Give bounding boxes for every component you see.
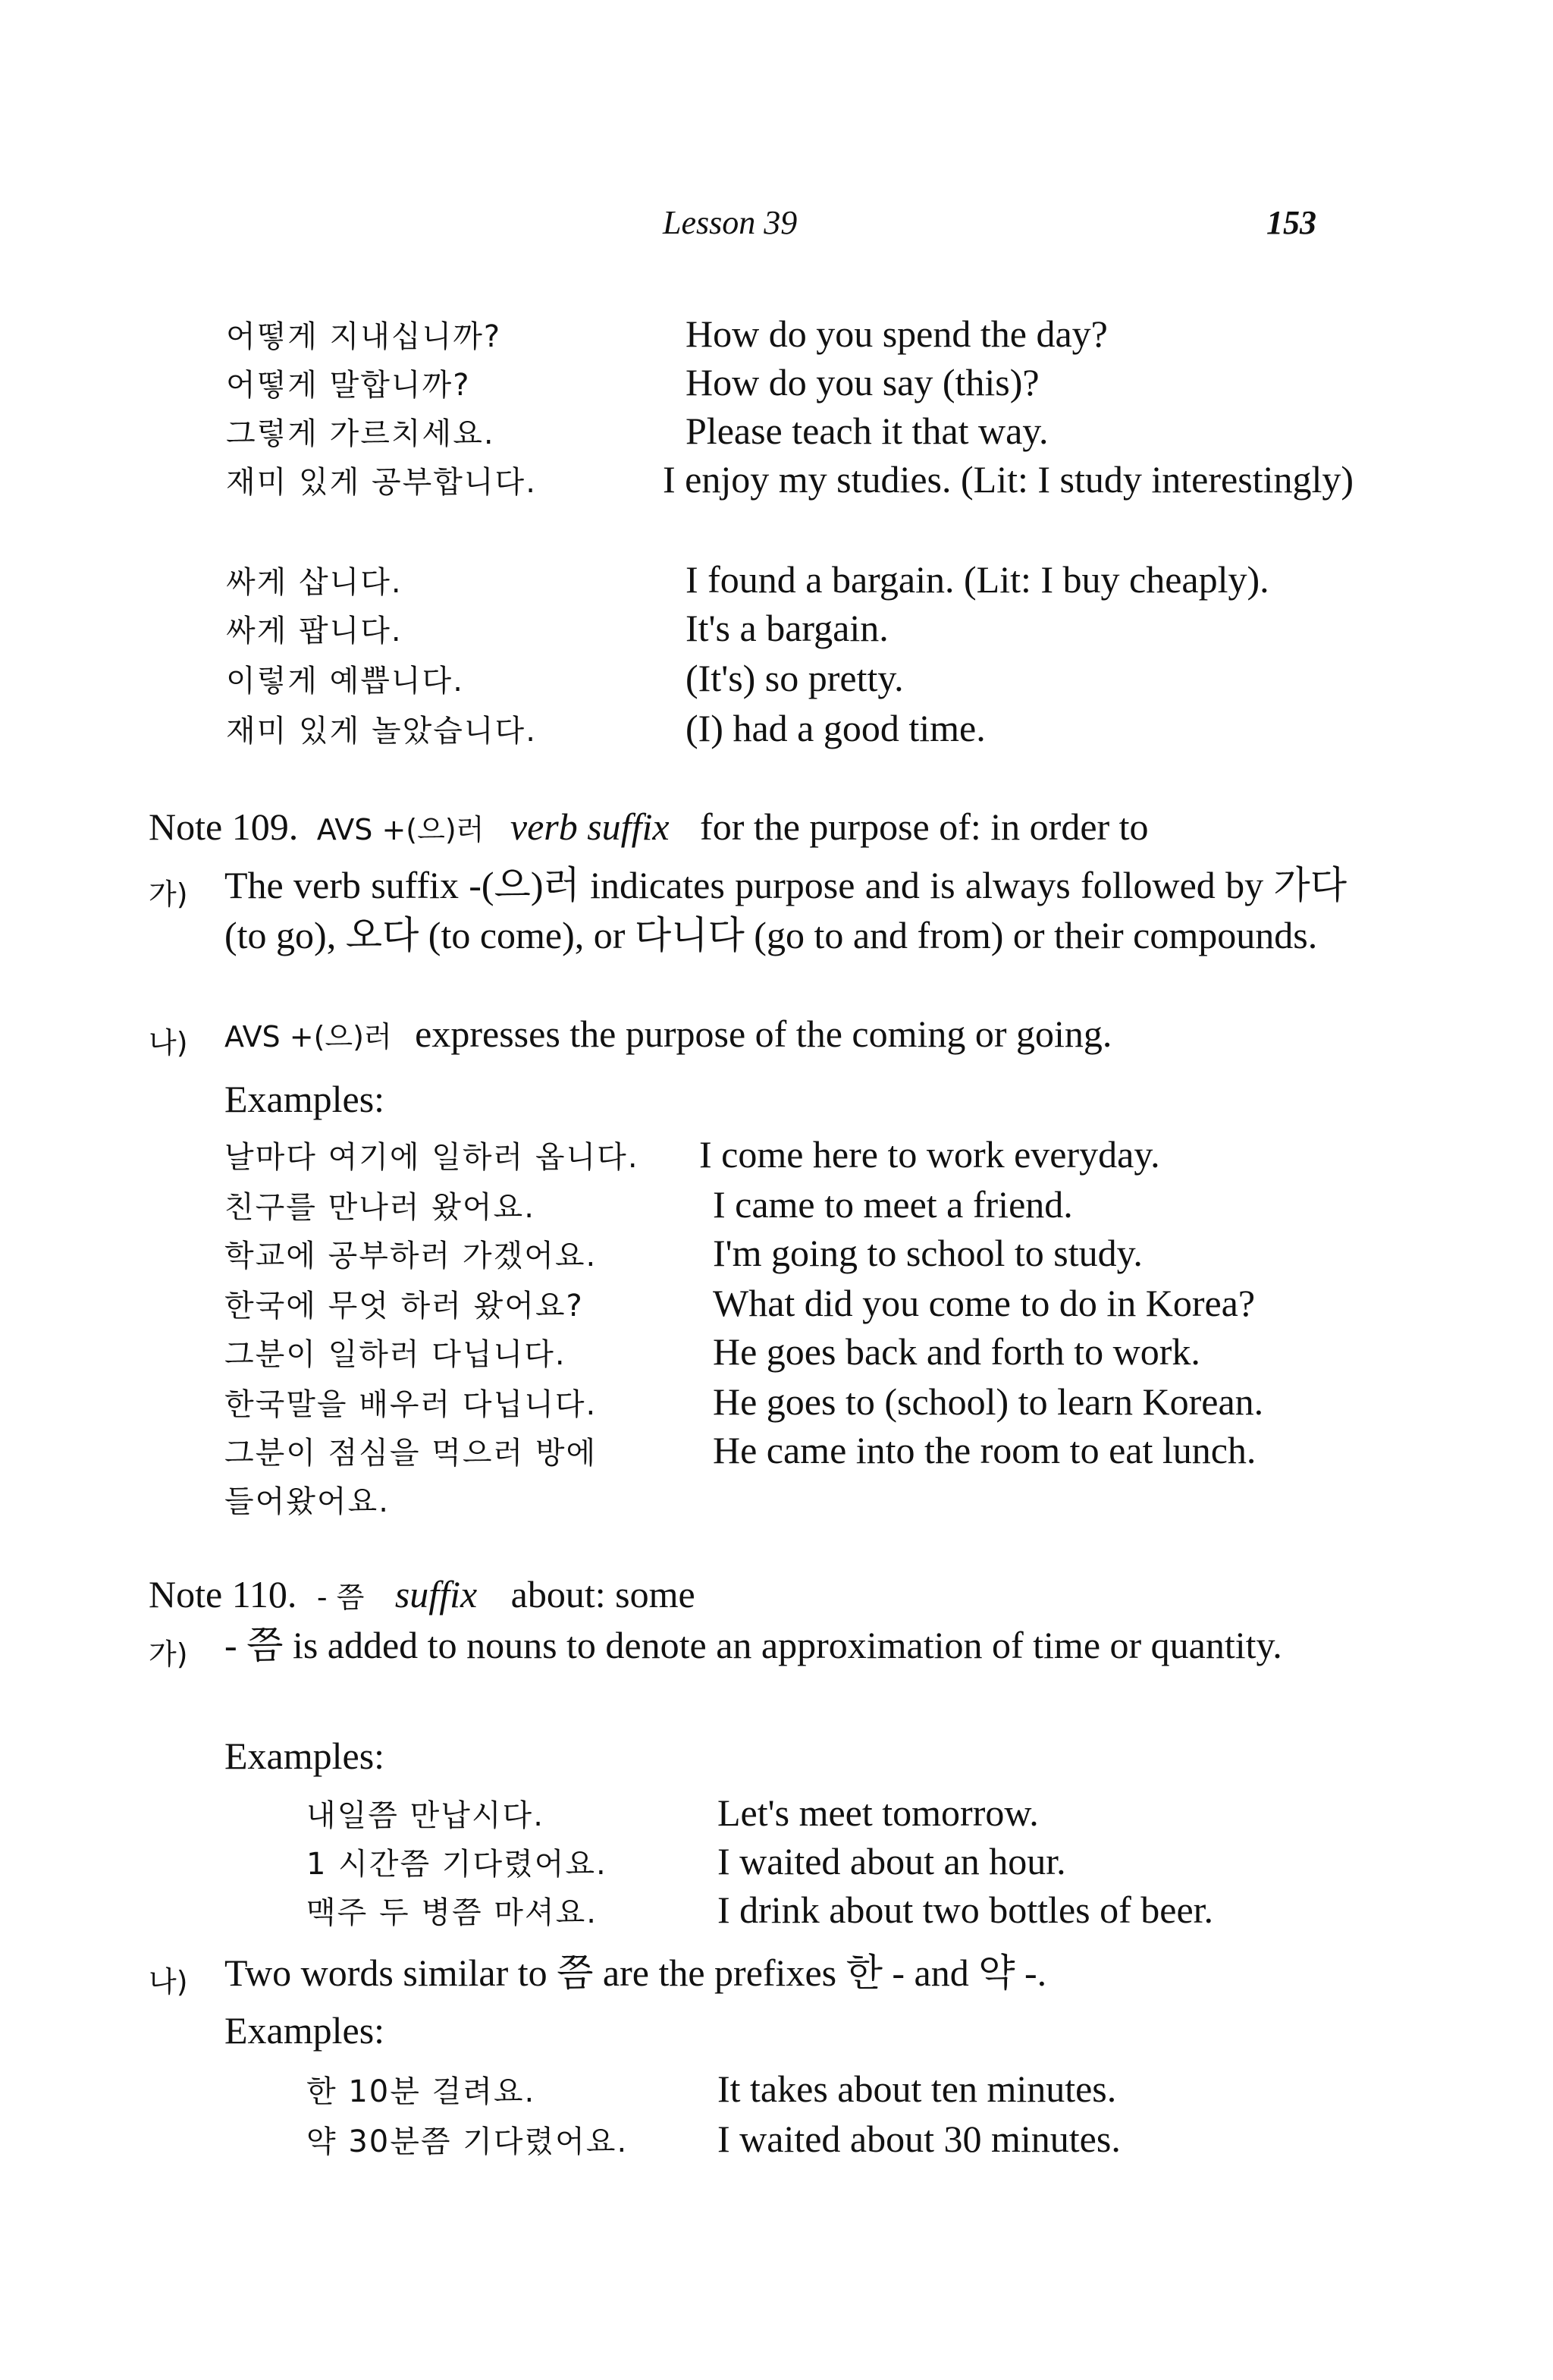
phrase-english: Please teach it that way. bbox=[686, 410, 1049, 452]
example-english: I drink about two bottles of beer. bbox=[717, 1889, 1214, 1931]
item-marker-ga: 가) bbox=[149, 1637, 188, 1671]
example-english: I waited about an hour. bbox=[717, 1840, 1066, 1882]
example-korean: 한 10분 걸려요. bbox=[306, 2074, 536, 2109]
examples-label: Examples: bbox=[224, 1735, 385, 1777]
phrase-korean: 재미 있게 놀았습니다. bbox=[226, 714, 537, 749]
example-english: What did you come to do in Korea? bbox=[713, 1282, 1256, 1324]
example-english: He came into the room to eat lunch. bbox=[713, 1429, 1257, 1471]
example-english: It takes about ten minutes. bbox=[717, 2068, 1117, 2110]
example-english: He goes back and forth to work. bbox=[713, 1330, 1200, 1373]
example-korean: 한국말을 배우러 다닙니다. bbox=[224, 1387, 598, 1422]
phrase-korean: 어떻게 지내십니까? bbox=[226, 319, 502, 354]
note-109-na-text: AVS +(으)러 expresses the purpose of the coming or going. bbox=[224, 1013, 1112, 1055]
note-110-heading bbox=[149, 1570, 695, 1622]
note-110-ga-text: - 쯤 is added to nouns to denote an approximation of time or quantity. bbox=[224, 1624, 1282, 1666]
example-korean: 내일쯤 만납시다. bbox=[306, 1798, 544, 1833]
phrase-english: (I) had a good time. bbox=[686, 707, 986, 749]
note-109-ga-text: The verb suffix -(으)러 indicates purpose and is always followed by 가다 (to go), 오다 (to come), or 다니다 (go to and from) or their compounds. bbox=[224, 864, 1347, 956]
example-korean: 그분이 점심을 먹으러 방에 bbox=[224, 1436, 598, 1471]
phrase-korean: 싸게 삽니다. bbox=[226, 565, 403, 600]
note-type: verb suffix bbox=[510, 805, 670, 848]
example-english: I waited about 30 minutes. bbox=[717, 2118, 1121, 2160]
example-korean: 1 시간쯤 기다렸어요. bbox=[306, 1847, 607, 1882]
example-english: I came to meet a friend. bbox=[713, 1183, 1073, 1226]
example-korean: 들어왔어요. bbox=[224, 1484, 390, 1519]
phrase-korean: 재미 있게 공부합니다. bbox=[226, 465, 537, 500]
example-korean: 한국에 무엇 하러 왔어요? bbox=[224, 1289, 584, 1323]
note-label: Note 109. bbox=[149, 805, 299, 848]
note-pattern: AVS +(으)러 bbox=[224, 1020, 392, 1053]
phrase-english: It's a bargain. bbox=[686, 607, 889, 649]
note-gloss: about: some bbox=[510, 1573, 695, 1615]
phrase-korean: 그렇게 가르치세요. bbox=[226, 416, 495, 451]
phrase-english: I found a bargain. (Lit: I buy cheaply). bbox=[686, 558, 1269, 601]
note-gloss: for the purpose of: in order to bbox=[700, 805, 1149, 848]
example-korean: 맥주 두 병쯤 마셔요. bbox=[306, 1895, 598, 1930]
example-korean: 학교에 공부하러 가겠어요. bbox=[224, 1239, 598, 1273]
phrase-english: How do you spend the day? bbox=[686, 312, 1108, 355]
phrase-korean: 어떻게 말합니까? bbox=[226, 368, 471, 403]
note-110-na-text: Two words similar to 쯤 are the prefixes 한 - and 약 -. bbox=[224, 1951, 1047, 1994]
example-korean: 날마다 여기에 일하러 옵니다. bbox=[224, 1140, 639, 1175]
example-korean: 그분이 일하러 다닙니다. bbox=[224, 1337, 566, 1372]
example-korean: 약 30분쯤 기다렸어요. bbox=[306, 2124, 629, 2159]
note-type: suffix bbox=[394, 1573, 478, 1615]
item-marker-na: 나) bbox=[149, 1965, 188, 1999]
example-english: I come here to work everyday. bbox=[699, 1133, 1160, 1176]
example-korean: 친구를 만나러 왔어요. bbox=[224, 1190, 535, 1225]
running-header-title: Lesson 39 bbox=[663, 204, 798, 241]
examples-label: Examples: bbox=[224, 2009, 385, 2052]
example-english: I'm going to school to study. bbox=[713, 1232, 1143, 1274]
example-english: He goes to (school) to learn Korean. bbox=[713, 1380, 1264, 1423]
phrase-korean: 이렇게 예쁩니다. bbox=[226, 664, 464, 699]
phrase-english-wrapped: I enjoy my studies. (Lit: I study interestingly) bbox=[663, 458, 1354, 501]
note-label: Note 110. bbox=[149, 1573, 297, 1615]
page-number: 153 bbox=[1266, 204, 1316, 241]
note-pattern: - 쯤 bbox=[316, 1581, 365, 1614]
example-english: Let's meet tomorrow. bbox=[717, 1791, 1039, 1834]
note-109-heading bbox=[149, 802, 1149, 854]
phrase-english: (It's) so pretty. bbox=[686, 657, 904, 699]
examples-label: Examples: bbox=[224, 1078, 385, 1120]
item-marker-na: 나) bbox=[149, 1026, 188, 1060]
item-marker-ga: 가) bbox=[149, 878, 188, 911]
phrase-english: How do you say (this)? bbox=[686, 361, 1040, 403]
phrase-korean: 싸게 팝니다. bbox=[226, 614, 403, 648]
note-pattern: AVS +(으)러 bbox=[316, 813, 485, 846]
